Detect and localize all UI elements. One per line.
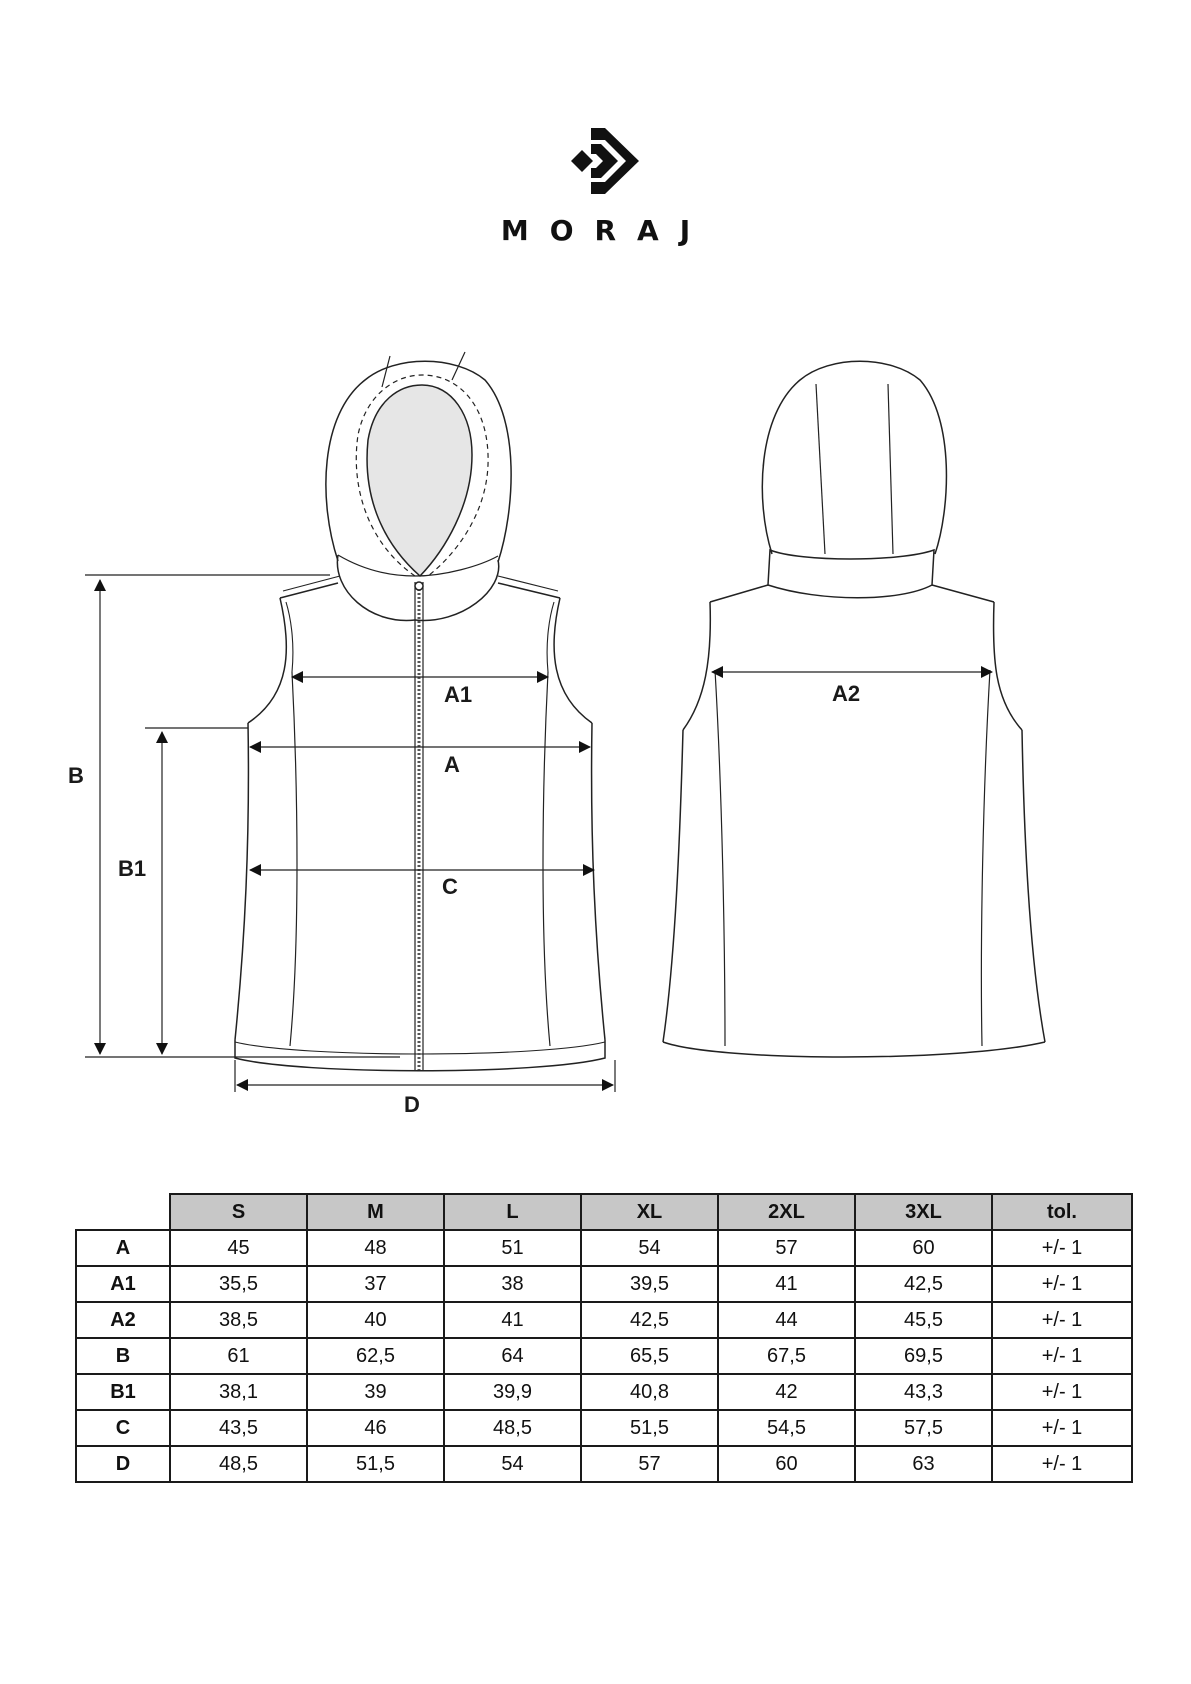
label-d: D <box>404 1092 420 1117</box>
table-cell: +/- 1 <box>992 1302 1132 1338</box>
table-cell: 51 <box>444 1230 581 1266</box>
label-b: B <box>68 763 84 788</box>
row-label: A2 <box>76 1302 170 1338</box>
table-cell: 38,5 <box>170 1302 307 1338</box>
table-cell: 38 <box>444 1266 581 1302</box>
table-cell: 48,5 <box>444 1410 581 1446</box>
vest-measurement-diagram <box>0 340 1191 1140</box>
column-header: M <box>307 1194 444 1230</box>
table-cell: 63 <box>855 1446 992 1482</box>
column-header: 3XL <box>855 1194 992 1230</box>
table-row <box>76 1374 1132 1410</box>
table-row <box>76 1338 1132 1374</box>
table-cell: 57 <box>581 1446 718 1482</box>
table-cell: 54,5 <box>718 1410 855 1446</box>
size-chart-table <box>75 1193 1133 1483</box>
row-label: B <box>76 1338 170 1374</box>
label-c: C <box>442 874 458 899</box>
row-label: D <box>76 1446 170 1482</box>
table-cell: 43,5 <box>170 1410 307 1446</box>
table-cell: 45 <box>170 1230 307 1266</box>
table-cell: 48 <box>307 1230 444 1266</box>
column-header: tol. <box>992 1194 1132 1230</box>
column-header: 2XL <box>718 1194 855 1230</box>
table-cell: +/- 1 <box>992 1374 1132 1410</box>
table-cell: 67,5 <box>718 1338 855 1374</box>
table-header-row <box>76 1194 1132 1230</box>
table-cell: 42,5 <box>855 1266 992 1302</box>
row-label: C <box>76 1410 170 1446</box>
row-label: A <box>76 1230 170 1266</box>
table-cell: 51,5 <box>307 1446 444 1482</box>
table-cell: 42 <box>718 1374 855 1410</box>
measurement-lines <box>85 575 992 1092</box>
table-cell: 54 <box>444 1446 581 1482</box>
chevron-diamond-logo-icon <box>569 126 641 196</box>
table-cell: 46 <box>307 1410 444 1446</box>
table-cell: 43,3 <box>855 1374 992 1410</box>
table-row <box>76 1230 1132 1266</box>
table-cell: 40,8 <box>581 1374 718 1410</box>
table-cell: 54 <box>581 1230 718 1266</box>
table-cell: 57 <box>718 1230 855 1266</box>
table-row <box>76 1266 1132 1302</box>
table-cell: 38,1 <box>170 1374 307 1410</box>
table-cell: +/- 1 <box>992 1338 1132 1374</box>
table-cell: 42,5 <box>581 1302 718 1338</box>
table-cell: 35,5 <box>170 1266 307 1302</box>
table-corner <box>76 1194 170 1230</box>
table-row <box>76 1446 1132 1482</box>
row-label: B1 <box>76 1374 170 1410</box>
label-b1: B1 <box>118 856 147 881</box>
label-a1: A1 <box>444 682 473 707</box>
column-header: S <box>170 1194 307 1230</box>
table-cell: 61 <box>170 1338 307 1374</box>
table-cell: 60 <box>855 1230 992 1266</box>
row-label: A1 <box>76 1266 170 1302</box>
table-cell: 51,5 <box>581 1410 718 1446</box>
table-cell: 41 <box>718 1266 855 1302</box>
table-cell: 40 <box>307 1302 444 1338</box>
table-cell: +/- 1 <box>992 1446 1132 1482</box>
table-cell: 64 <box>444 1338 581 1374</box>
table-cell: 65,5 <box>581 1338 718 1374</box>
table-cell: 37 <box>307 1266 444 1302</box>
table-cell: 69,5 <box>855 1338 992 1374</box>
table-cell: 48,5 <box>170 1446 307 1482</box>
column-header: XL <box>581 1194 718 1230</box>
table-cell: 60 <box>718 1446 855 1482</box>
label-a: A <box>444 752 460 777</box>
brand-name: MORAJ <box>500 214 712 247</box>
table-cell: 39,5 <box>581 1266 718 1302</box>
table-cell: +/- 1 <box>992 1410 1132 1446</box>
table-cell: 39,9 <box>444 1374 581 1410</box>
column-header: L <box>444 1194 581 1230</box>
table-row <box>76 1302 1132 1338</box>
label-a2: A2 <box>832 681 861 706</box>
table-cell: +/- 1 <box>992 1266 1132 1302</box>
table-cell: 57,5 <box>855 1410 992 1446</box>
table-cell: 39 <box>307 1374 444 1410</box>
vest-back-view <box>663 361 1045 1057</box>
table-cell: 62,5 <box>307 1338 444 1374</box>
table-cell: 45,5 <box>855 1302 992 1338</box>
table-row <box>76 1410 1132 1446</box>
table-cell: +/- 1 <box>992 1230 1132 1266</box>
vest-front-view <box>235 352 605 1071</box>
table-cell: 41 <box>444 1302 581 1338</box>
table-cell: 44 <box>718 1302 855 1338</box>
